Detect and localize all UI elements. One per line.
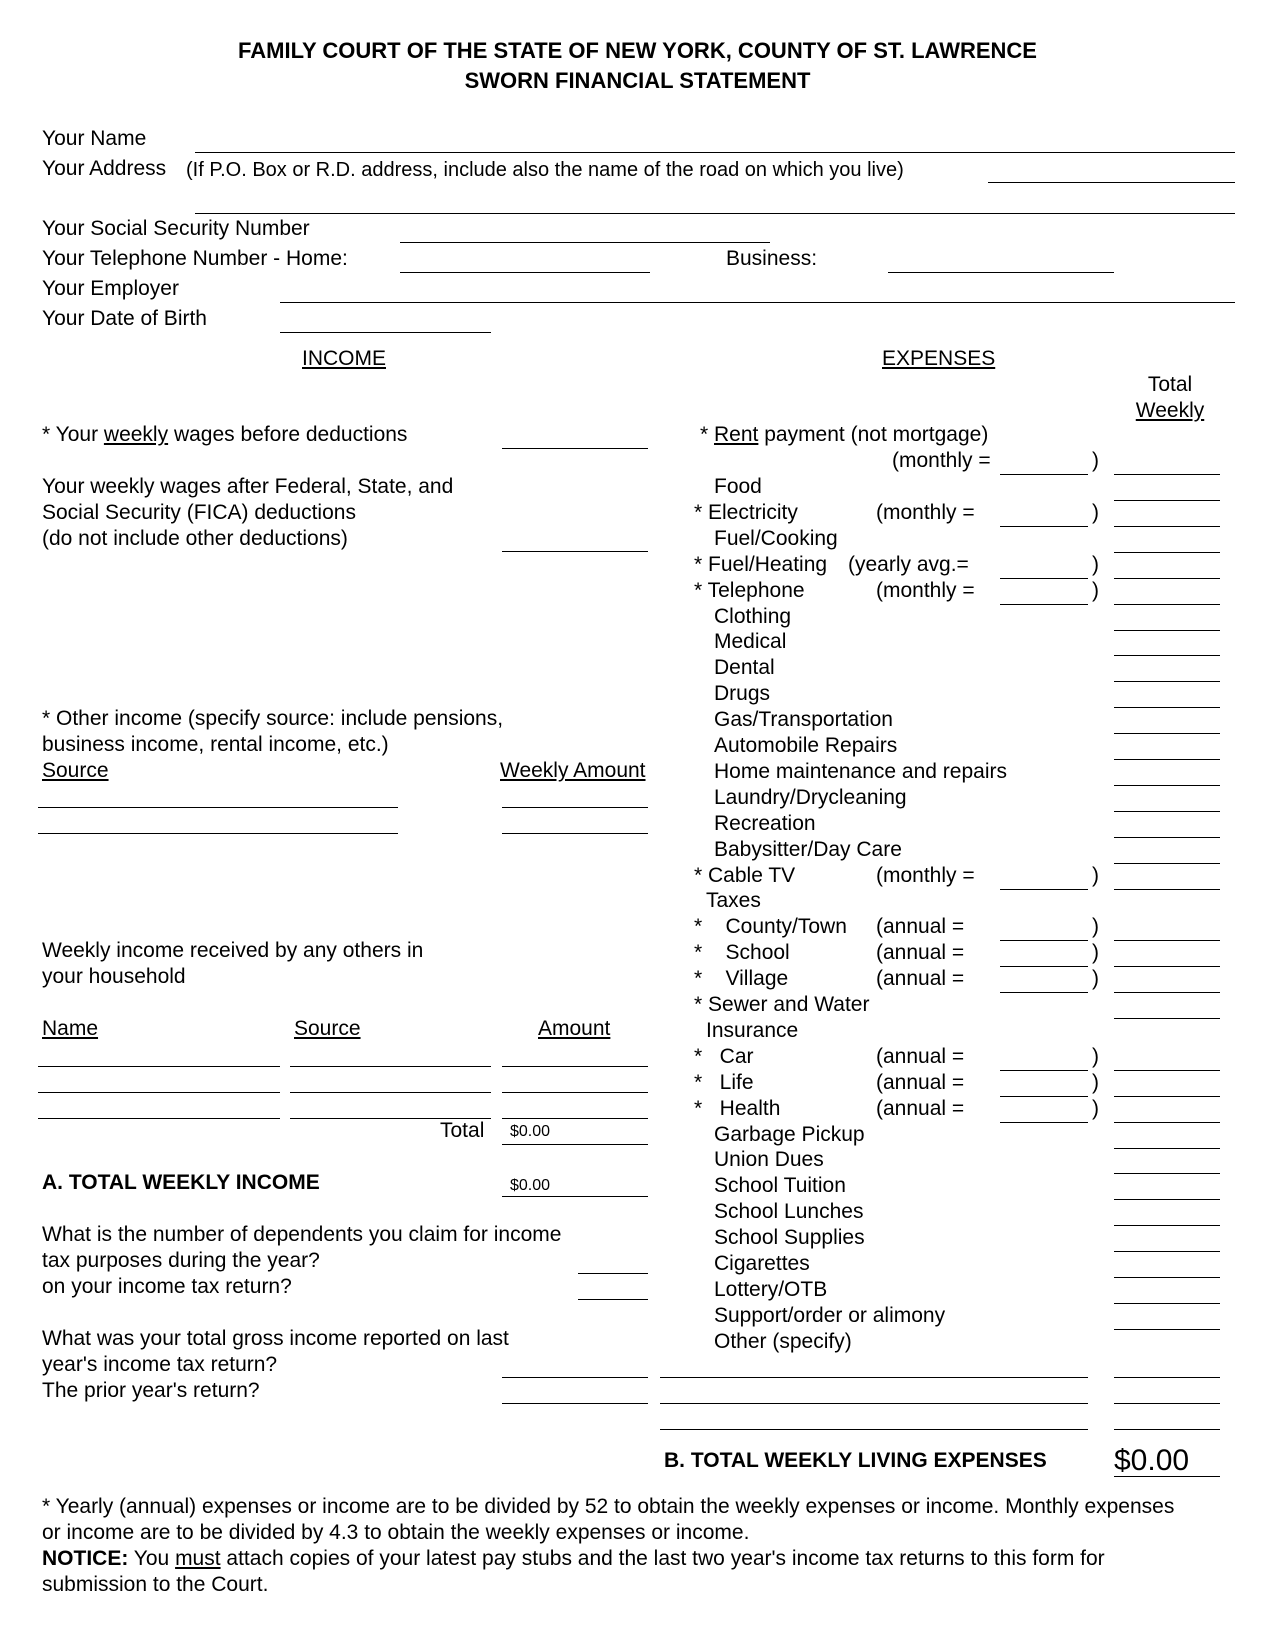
expense-weekly-field-sewer-and-water[interactable] — [1114, 1018, 1220, 1019]
hh-amount-field-2[interactable] — [502, 1092, 648, 1093]
expense-weekly-field-dental[interactable] — [1114, 681, 1220, 682]
expense-weekly-field-cable-tv[interactable] — [1114, 889, 1220, 890]
dependents-line3: on your income tax return? — [42, 1275, 292, 1298]
rent-periodic-field[interactable] — [1000, 474, 1088, 475]
dependents-line2: tax purposes during the year? — [42, 1249, 320, 1272]
total-header: Total — [1147, 373, 1193, 396]
expense-label-home-maintenance-and-repairs: Home maintenance and repairs — [714, 759, 1007, 783]
expense-weekly-field-union-dues[interactable] — [1114, 1173, 1220, 1174]
expense-weekly-field-lottery-otb[interactable] — [1114, 1303, 1220, 1304]
expense-freq-life: (annual = — [876, 1070, 965, 1094]
expense-periodic-field-cable-tv[interactable] — [1000, 889, 1088, 890]
expense-close-paren: ) — [1092, 941, 1099, 965]
other-specify-field-1[interactable] — [660, 1377, 1088, 1378]
after-deductions-line3: (do not include other deductions) — [42, 527, 348, 550]
total-weekly-expenses-label: B. TOTAL WEEKLY LIVING EXPENSES — [664, 1449, 1047, 1472]
expense-weekly-field-car[interactable] — [1114, 1070, 1220, 1071]
gross-prior-year-field[interactable] — [502, 1403, 648, 1404]
source-header: Source — [42, 759, 109, 782]
after-deductions-line2: Social Security (FICA) deductions — [42, 501, 356, 524]
hh-source-field-1[interactable] — [290, 1066, 491, 1067]
employer-label: Your Employer — [42, 277, 179, 300]
rent-weekly-field[interactable] — [1114, 474, 1220, 475]
other-source-field-1[interactable] — [38, 807, 398, 808]
expense-label-support-order-or-alimony: Support/order or alimony — [714, 1303, 946, 1327]
expense-close-paren: ) — [1092, 863, 1099, 887]
expense-label-cable-tv: * Cable TV — [694, 863, 796, 887]
expense-label-union-dues: Union Dues — [714, 1148, 824, 1172]
expense-label-lottery-otb: Lottery/OTB — [714, 1277, 828, 1301]
expense-periodic-field-county-town[interactable] — [1000, 940, 1088, 941]
other-specify-field-2[interactable] — [660, 1403, 1088, 1404]
expense-weekly-field-food[interactable] — [1114, 500, 1220, 501]
expense-weekly-field-school-lunches[interactable] — [1114, 1225, 1220, 1226]
other-source-field-2[interactable] — [38, 833, 398, 834]
hh-amount-field-3[interactable] — [502, 1118, 648, 1119]
name-label: Your Name — [42, 127, 147, 150]
expense-label-medical: Medical — [714, 630, 787, 654]
expense-weekly-field-drugs[interactable] — [1114, 707, 1220, 708]
expense-label-clothing: Clothing — [714, 604, 792, 628]
rent-label: * Rent payment (not mortgage) — [700, 423, 989, 446]
income-heading: INCOME — [302, 347, 386, 370]
expense-periodic-field-fuel-heating[interactable] — [1000, 578, 1088, 579]
expense-label-village: * Village — [694, 967, 789, 991]
expense-freq-village: (annual = — [876, 967, 965, 991]
expense-close-paren: ) — [1092, 1096, 1099, 1120]
expense-label-school: * School — [694, 941, 790, 965]
household-total-label: Total — [440, 1119, 485, 1142]
weekly-amount-header: Weekly Amount — [500, 759, 646, 782]
court-title: FAMILY COURT OF THE STATE OF NEW YORK, COUNTY OF ST. LAWRENCE — [238, 38, 1037, 63]
expense-weekly-field-automobile-repairs[interactable] — [1114, 759, 1220, 760]
phone-home-field[interactable] — [400, 272, 650, 273]
expense-label-food: Food — [714, 475, 762, 498]
expense-periodic-field-life[interactable] — [1000, 1096, 1088, 1097]
expense-label-cigarettes: Cigarettes — [714, 1252, 810, 1275]
other-weekly-field-3[interactable] — [1114, 1429, 1220, 1430]
after-deductions-field[interactable] — [502, 551, 648, 552]
expense-freq-cable-tv: (monthly = — [876, 863, 975, 887]
gross-line1: What was your total gross income reported on last — [42, 1327, 509, 1350]
expense-freq-school: (annual = — [876, 941, 965, 965]
expense-label-county-town: * County/Town — [694, 915, 847, 939]
expense-label-drugs: Drugs — [714, 682, 771, 706]
expense-weekly-field-telephone[interactable] — [1114, 604, 1220, 605]
hh-source-field-2[interactable] — [290, 1092, 491, 1093]
expenses-heading: EXPENSES — [882, 347, 996, 370]
other-income-line2: business income, rental income, etc.) — [42, 733, 389, 756]
phone-home-label: Your Telephone Number - Home: — [42, 247, 348, 270]
expense-weekly-field-county-town[interactable] — [1114, 940, 1220, 941]
notice-line2: submission to the Court. — [42, 1573, 269, 1596]
dob-label: Your Date of Birth — [42, 307, 207, 330]
expense-weekly-field-health[interactable] — [1114, 1122, 1220, 1123]
expense-weekly-field-life[interactable] — [1114, 1096, 1220, 1097]
weekly-wages-label: * Your weekly wages before deductions — [42, 423, 408, 446]
employer-field[interactable] — [280, 302, 1235, 303]
ssn-field[interactable] — [400, 242, 770, 243]
expense-label-fuel-cooking: Fuel/Cooking — [714, 526, 838, 550]
hh-source-header: Source — [294, 1017, 361, 1040]
address-label: Your Address — [42, 157, 167, 180]
expense-weekly-field-fuel-heating[interactable] — [1114, 578, 1220, 579]
expense-label-insurance: Insurance — [706, 1018, 799, 1042]
hh-name-field-2[interactable] — [38, 1092, 280, 1093]
other-weekly-field-2[interactable] — [1114, 1403, 1220, 1404]
expense-label-school-supplies: School Supplies — [714, 1226, 865, 1250]
expense-periodic-field-car[interactable] — [1000, 1070, 1088, 1071]
expense-close-paren: ) — [1092, 915, 1099, 939]
expense-weekly-field-school-supplies[interactable] — [1114, 1251, 1220, 1252]
expense-label-school-tuition: School Tuition — [714, 1174, 846, 1198]
expense-label-recreation: Recreation — [714, 811, 816, 835]
rent-freq: (monthly = — [892, 449, 991, 472]
household-total-field[interactable] — [502, 1144, 648, 1145]
amount-header: Amount — [538, 1017, 611, 1040]
expense-weekly-field-laundry-drycleaning[interactable] — [1114, 811, 1220, 812]
expense-label-dental: Dental — [714, 656, 775, 680]
dependents-year-field[interactable] — [578, 1273, 648, 1274]
address-note: (If P.O. Box or R.D. address, include also the name of the road on which you live) — [186, 159, 904, 181]
expense-periodic-field-school[interactable] — [1000, 966, 1088, 967]
other-weekly-field-1[interactable] — [1114, 1377, 1220, 1378]
hh-name-field-3[interactable] — [38, 1118, 280, 1119]
expense-label-laundry-drycleaning: Laundry/Drycleaning — [714, 785, 907, 809]
expense-close-paren: ) — [1092, 1044, 1099, 1068]
expense-freq-electricity: (monthly = — [876, 500, 975, 524]
total-weekly-income-label: A. TOTAL WEEKLY INCOME — [42, 1171, 320, 1194]
expense-label-sewer-and-water: * Sewer and Water — [694, 993, 870, 1016]
expense-weekly-field-support-order-or-alimony[interactable] — [1114, 1329, 1220, 1330]
ssn-label: Your Social Security Number — [42, 217, 310, 240]
expense-close-paren: ) — [1092, 1070, 1099, 1094]
weekly-wages-field[interactable] — [502, 448, 648, 449]
gross-last-year-field[interactable] — [502, 1377, 648, 1378]
expense-periodic-field-health[interactable] — [1000, 1122, 1088, 1123]
gross-line3: The prior year's return? — [42, 1379, 260, 1402]
footer-note-line1: * Yearly (annual) expenses or income are to be divided by 52 to obtain the weekly expenses or income. Monthly expenses — [42, 1495, 1175, 1518]
expense-weekly-field-school[interactable] — [1114, 966, 1220, 967]
expense-periodic-field-telephone[interactable] — [1000, 604, 1088, 605]
expense-weekly-field-babysitter-day-care[interactable] — [1114, 863, 1220, 864]
other-amount-field-2[interactable] — [502, 833, 648, 834]
after-deductions-line1: Your weekly wages after Federal, State, and — [42, 475, 454, 498]
dependents-return-field[interactable] — [578, 1299, 648, 1300]
expense-weekly-field-home-maintenance-and-repairs[interactable] — [1114, 785, 1220, 786]
dependents-line1: What is the number of dependents you claim for income — [42, 1223, 562, 1246]
name-field[interactable] — [195, 152, 1235, 153]
expense-periodic-field-electricity[interactable] — [1000, 526, 1088, 527]
expense-weekly-field-fuel-cooking[interactable] — [1114, 552, 1220, 553]
expense-weekly-field-village[interactable] — [1114, 992, 1220, 993]
other-amount-field-1[interactable] — [502, 807, 648, 808]
expense-label-car: * Car — [694, 1044, 754, 1068]
expense-weekly-field-recreation[interactable] — [1114, 837, 1220, 838]
expense-freq-county-town: (annual = — [876, 915, 965, 939]
expense-label-telephone: * Telephone — [694, 578, 805, 602]
total-weekly-income-value: $0.00 — [510, 1177, 551, 1194]
hh-amount-field-1[interactable] — [502, 1066, 648, 1067]
total-weekly-expenses-value: $0.00 — [1114, 1444, 1190, 1477]
expense-label-fuel-heating: * Fuel/Heating — [694, 552, 828, 576]
expense-label-automobile-repairs: Automobile Repairs — [714, 734, 898, 757]
expense-weekly-field-electricity[interactable] — [1114, 526, 1220, 527]
notice-line1: NOTICE: You must attach copies of your latest pay stubs and the last two year's income tax returns to this form for — [42, 1547, 1105, 1570]
other-specify-field-3[interactable] — [660, 1429, 1088, 1430]
notice-label: NOTICE: — [42, 1547, 129, 1570]
expense-freq-health: (annual = — [876, 1096, 965, 1120]
household-line1: Weekly income received by any others in — [42, 939, 424, 962]
dob-field[interactable] — [280, 332, 491, 333]
phone-business-label: Business: — [726, 247, 818, 270]
expense-label-electricity: * Electricity — [694, 500, 798, 524]
total-weekly-income-field[interactable] — [502, 1196, 648, 1197]
gross-line2: year's income tax return? — [42, 1353, 278, 1376]
expense-label-garbage-pickup: Garbage Pickup — [714, 1122, 865, 1146]
address-field-2[interactable] — [195, 213, 1235, 214]
expense-weekly-field-medical[interactable] — [1114, 655, 1220, 656]
weekly-header: Weekly — [1135, 399, 1205, 422]
expense-freq-car: (annual = — [876, 1044, 965, 1068]
expense-weekly-field-cigarettes[interactable] — [1114, 1277, 1220, 1278]
household-total-value: $0.00 — [510, 1123, 551, 1140]
expense-freq-telephone: (monthly = — [876, 578, 975, 602]
expense-label-school-lunches: School Lunches — [714, 1200, 864, 1224]
expense-label-babysitter-day-care: Babysitter/Day Care — [714, 837, 902, 861]
page-title: SWORN FINANCIAL STATEMENT — [464, 68, 811, 93]
expense-weekly-field-clothing[interactable] — [1114, 630, 1220, 631]
hh-name-field-1[interactable] — [38, 1066, 280, 1067]
expense-freq-fuel-heating: (yearly avg.= — [848, 552, 969, 576]
expense-close-paren: ) — [1092, 578, 1099, 602]
expense-label-gas-transportation: Gas/Transportation — [714, 708, 893, 732]
expense-label-health: * Health — [694, 1096, 781, 1120]
expense-close-paren: ) — [1092, 967, 1099, 991]
expense-weekly-field-garbage-pickup[interactable] — [1114, 1148, 1220, 1149]
household-line2: your household — [42, 965, 186, 988]
expense-close-paren: ) — [1092, 552, 1099, 576]
expense-weekly-field-school-tuition[interactable] — [1114, 1199, 1220, 1200]
expense-label-other-specify: Other (specify) — [714, 1329, 852, 1353]
name-header: Name — [42, 1017, 99, 1040]
expense-label-life: * Life — [694, 1070, 754, 1094]
footer-note-line2: or income are to be divided by 4.3 to obtain the weekly expenses or income. — [42, 1521, 750, 1544]
rent-close-paren: ) — [1092, 449, 1099, 472]
expense-label-taxes: Taxes — [706, 889, 761, 913]
expense-periodic-field-village[interactable] — [1000, 992, 1088, 993]
phone-business-field[interactable] — [888, 272, 1114, 273]
address-field-1[interactable] — [988, 182, 1235, 183]
expense-weekly-field-gas-transportation[interactable] — [1114, 733, 1220, 734]
total-weekly-expenses-field[interactable] — [1114, 1476, 1220, 1477]
expense-close-paren: ) — [1092, 500, 1099, 524]
other-income-line1: * Other income (specify source: include pensions, — [42, 707, 504, 730]
